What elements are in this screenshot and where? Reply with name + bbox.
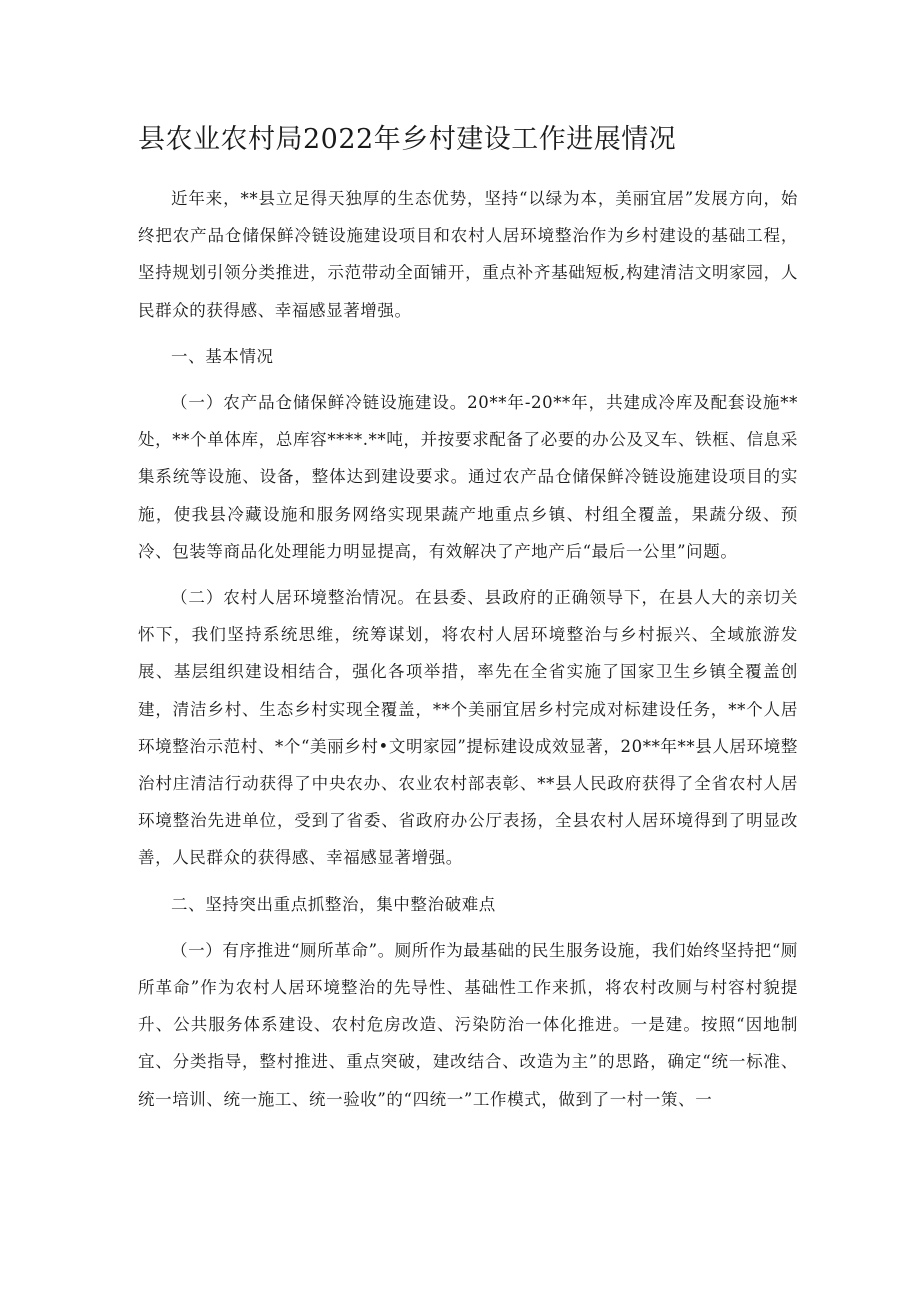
spacer <box>138 877 798 886</box>
spacer <box>138 570 798 579</box>
paragraph-cold-chain: （一）农产品仓储保鲜冷链设施建设。20**年-20**年，共建成冷库及配套设施**处，**个单体库，总库容****.**吨，并按要求配备了必要的办公及叉车、铁框、信息采集系统等设施、设备，整体达到建设要求。通过农产品仓储保鲜冷链设施建设项目的实施，使我县冷藏设施和服务网络实现果蔬产地重点乡镇、村组全覆盖，果蔬分级、预冷、包装等商品化处理能力明显提高，有效解决了产地产后“最后一公里”问题。 <box>138 393 798 561</box>
spacer <box>138 375 798 384</box>
document-title: 县农业农村局2022年乡村建设工作进展情况 <box>138 124 677 155</box>
spacer <box>138 329 798 338</box>
spacer <box>138 923 798 932</box>
intro-paragraph: 近年来，**县立足得天独厚的生态优势，坚持“以绿为本，美丽宜居”发展方向，始终把农产品仓储保鲜冷链设施建设项目和农村人居环境整治作为乡村建设的基础工程，坚持规划引领分类推进，示范带动全面铺开，重点补齐基础短板,构建清洁文明家园，人民群众的获得感、幸福感显著增强。 <box>138 189 798 320</box>
paragraph-toilet-revolution: （一）有序推进“厕所革命”。厕所作为最基础的民生服务设施，我们始终坚持把“厕所革命”作为农村人居环境整治的先导性、基础性工作来抓，将农村改厕与村容村貌提升、公共服务体系建设、农村危房改造、污染防治一体化推进。一是建。按照“因地制宜、分类指导，整村推进、重点突破，建改结合、改造为主”的思路，确定“统一标准、统一培训、统一施工、统一验收”的“四统一”工作模式，做到了一村一策、一 <box>138 940 798 1109</box>
document-body <box>138 180 798 1118</box>
section-heading-key-rectification: 二、坚持突出重点抓整治，集中整治破难点 <box>171 894 496 914</box>
section-heading-basic-situation: 一、基本情况 <box>171 346 274 366</box>
paragraph-living-environment: （二）农村人居环境整治情况。在县委、县政府的正确领导下，在县人大的亲切关怀下，我们坚持系统思维，统筹谋划，将农村人居环境整治与乡村振兴、全域旅游发展、基层组织建设相结合，强化各项举措，率先在全省实施了国家卫生乡镇全覆盖创建，清洁乡村、生态乡村实现全覆盖，**个美丽宜居乡村完成对标建设任务，**个人居环境整治示范村、*个“美丽乡村•文明家园”提标建设成效显著，20**年**县人居环境整治村庄清洁行动获得了中央农办、农业农村部表彰、**县人民政府获得了全省农村人居环境整治先进单位，受到了省委、省政府办公厅表扬，全县农村人居环境得到了明显改善，人民群众的获得感、幸福感显著增强。 <box>138 588 798 868</box>
